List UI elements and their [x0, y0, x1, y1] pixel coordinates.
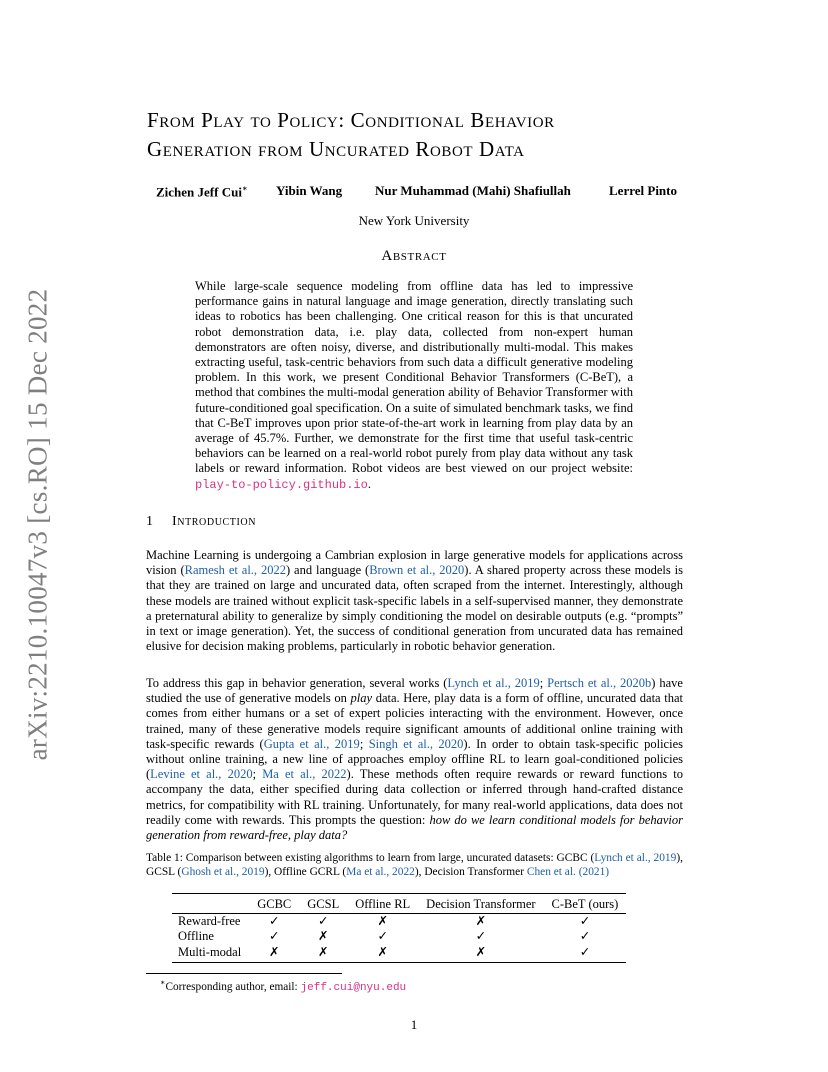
- citation-link[interactable]: Gupta et al., 2019: [263, 736, 360, 751]
- column-header: GCBC: [249, 894, 299, 914]
- section-heading: [146, 514, 256, 530]
- table-cell: ✓: [475, 929, 487, 944]
- table-cell: ✓: [544, 945, 627, 963]
- citation-link[interactable]: Ma et al., 2022: [262, 767, 347, 782]
- table-cell: ✗: [475, 914, 487, 928]
- citation-link[interactable]: Ma et al., 2022: [346, 866, 415, 879]
- text-run: ). These methods often require rewards or reward functions to accompany the data, either specified during data collection or inferred through hand-crafted distance metrics, for compatibility with RL training. Unfortunately, for many real-world applications, data does not readily come with rewards. This prompts the question:: [146, 767, 683, 827]
- table-cell: ✗: [377, 914, 388, 928]
- table-cell: ✓: [268, 914, 280, 928]
- table-corner: [172, 894, 249, 914]
- author: Nur Muhammad (Mahi) Shafiullah: [375, 183, 571, 198]
- citation-link[interactable]: Ramesh et al., 2022: [184, 563, 286, 578]
- footnote-rule: [146, 973, 342, 974]
- text-run: data. Here, play data is a form of offline, uncurated data that comes from either humans or a set of expert policies interacting with the environment. However, once trained, many of these generative models require significant amounts of additional online training with task-specific rewards (: [146, 691, 683, 751]
- author-email-link[interactable]: jeff.cui@nyu.edu: [300, 981, 407, 994]
- column-header: C-BeT (ours): [544, 894, 627, 914]
- citation-link[interactable]: Brown et al., 2020: [369, 563, 465, 578]
- table-cell: ✓: [377, 929, 388, 944]
- text-run: ) have studied the use of generative models on: [146, 676, 683, 706]
- column-header: GCSL: [299, 894, 347, 914]
- text-run: ). In order to obtain task-specific policies without online training, a new line of approaches employ offline RL to learn goal-conditioned policies (: [146, 736, 683, 782]
- citation-link[interactable]: Levine et al., 2020: [150, 767, 253, 782]
- title-line-1: From Play to Policy: Conditional Behavior: [147, 108, 555, 132]
- affiliation: New York University: [358, 213, 470, 228]
- text-run: ), Offline GCRL (: [264, 866, 347, 879]
- table-caption: [146, 851, 683, 880]
- intro-paragraph-2: [146, 676, 683, 843]
- table-cell: ✓: [579, 929, 591, 944]
- table-row: [172, 945, 626, 963]
- author: Zichen Jeff Cui∗: [156, 184, 248, 200]
- abstract-body: [195, 279, 633, 493]
- citation-link[interactable]: Lynch et al., 2019: [594, 852, 677, 864]
- citation-link[interactable]: Ghosh et al., 2019: [181, 866, 265, 879]
- paper-title: [147, 106, 747, 164]
- project-website-link[interactable]: play-to-policy.github.io: [195, 477, 368, 492]
- page-number: 1: [410, 1017, 418, 1032]
- intro-paragraph-1: [146, 548, 683, 654]
- abstract-end: .: [367, 476, 371, 491]
- author-footnote-mark: ∗: [241, 184, 248, 193]
- citation-link[interactable]: Lynch et al., 2019: [447, 676, 540, 690]
- abstract-heading: Abstract: [381, 248, 447, 264]
- table-cell: ✗: [418, 945, 543, 963]
- citation-link[interactable]: Singh et al., 2020: [368, 736, 464, 751]
- text-run: Table 1: Comparison between existing algorithms to learn from large, uncurated datasets: GCBC (: [146, 852, 595, 864]
- arxiv-stamp: arXiv:2210.10047v3 [cs.RO] 15 Dec 2022: [22, 288, 53, 760]
- comparison-table: [172, 893, 626, 963]
- table-cell: ✗: [317, 929, 329, 944]
- text-run: To address this gap in behavior generation, several works (: [146, 676, 448, 690]
- text-run: ;: [359, 736, 369, 751]
- row-label: Multi-modal: [172, 945, 249, 963]
- table-row: [172, 929, 626, 944]
- emphasized-text: play: [350, 691, 373, 706]
- column-header: Offline RL: [347, 894, 418, 914]
- abstract-text: While large-scale sequence modeling from offline data has led to impressive performance gains in natural language and image generation, directly translating such ideas to robotics has been challenging. One critical reason for this is that uncurated robot demonstration data, i.e. play data, collected from non-expert human demonstrators are often noisy, diverse, and distributionally multi-modal. This makes extracting useful, task-centric behaviors from such data a difficult generative modeling problem. In this work, we present Conditional Behavior Transformers (C-BeT), a method that combines the multi-modal generation ability of Behavior Transformer with future-conditioned goal specification. On a suite of simulated benchmark tasks, we find that C-BeT improves upon prior state-of-the-art work in learning from play data by an average of 45.7%. Further, we demonstrate for the first time that useful task-centric behaviors can be learned on a real-world robot purely from play data without any task labels or reward information. Robot videos are best viewed on our project website:: [195, 279, 633, 476]
- text-run: ), Decision Transformer: [414, 866, 527, 879]
- footnote-mark: ∗: [160, 978, 166, 987]
- text-run: ), GCSL (: [146, 852, 683, 879]
- section-title: Introduction: [172, 514, 257, 529]
- text-run: ) and language (: [285, 563, 370, 578]
- text-run: Machine Learning is undergoing a Cambrian explosion in large generative models for applications across vision (: [146, 548, 683, 578]
- table-cell: ✗: [299, 945, 347, 963]
- citation-link[interactable]: Pertsch et al., 2020b: [547, 676, 652, 690]
- table-cell: ✗: [249, 945, 299, 963]
- table-cell: ✓: [317, 914, 329, 928]
- text-run: ;: [539, 676, 548, 690]
- title-line-2: Generation from Uncurated Robot Data: [147, 137, 525, 161]
- table-cell: ✗: [347, 945, 418, 963]
- table-row: [172, 914, 626, 930]
- table-cell: ✓: [268, 929, 280, 944]
- table-cell: ✓: [579, 914, 591, 928]
- row-label: Reward-free: [178, 914, 241, 928]
- table-header-row: [172, 894, 626, 914]
- text-run: ). A shared property across these models is that they are trained on large and uncurated data, often scraped from the internet. Interestingly, although these models are trained without explicit task-specific labels in a self-supervised manner, they demonstrate a preternatural ability to generalize by simply conditioning the model on desirable outputs (e.g. “prompts” in text or image generation). Yet, the success of conditional generation from uncurated data has remained elusive for decision making problems, particularly in robotic behavior generation.: [146, 563, 683, 654]
- author: Yibin Wang: [276, 183, 343, 198]
- footnote-text: Corresponding author, email:: [165, 980, 301, 993]
- footnote: [160, 978, 406, 994]
- author-list: [156, 183, 696, 201]
- column-header: Decision Transformer: [418, 894, 543, 914]
- emphasized-text: how do we learn conditional models for behavior generation from reward-free, play data?: [146, 812, 684, 843]
- row-label: Offline: [178, 929, 214, 944]
- section-number: 1: [146, 514, 153, 529]
- author: Lerrel Pinto: [609, 183, 677, 198]
- text-run: ;: [252, 767, 263, 782]
- citation-link[interactable]: Chen et al. (2021): [526, 866, 610, 879]
